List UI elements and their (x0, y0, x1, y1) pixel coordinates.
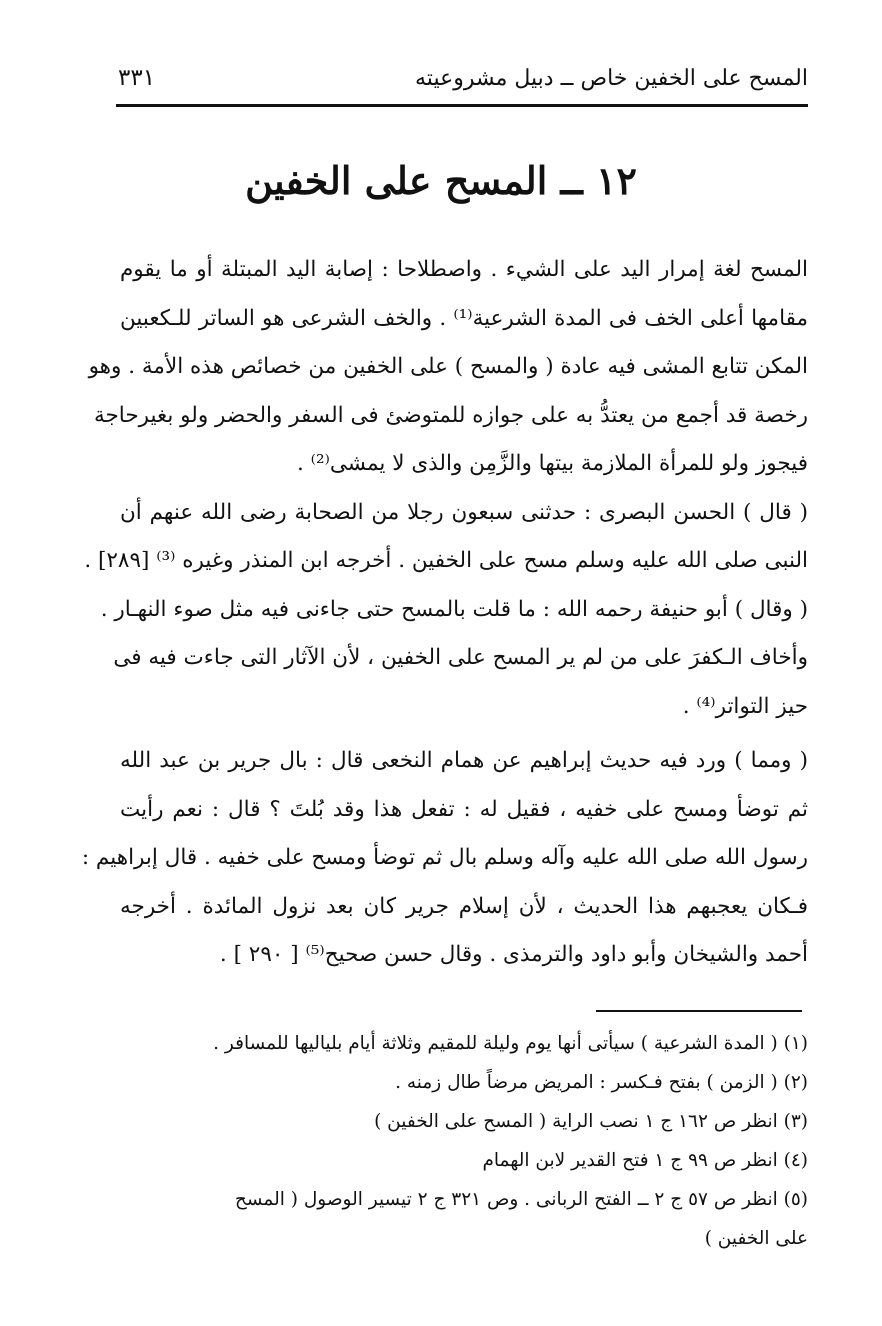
body-line: ( ومما ) ورد فيه حديث إبراهيم عن همام النخعى قال : بال جرير بن عبد الله (120, 748, 808, 773)
footnote: (٢) ( الزمن ) بفتح فـكسر : المريض مرضاً طال زمنه . (395, 1072, 808, 1093)
body-line: ثم توضأ ومسح على خفيه ، فقيل له : تفعل هذا وقد بُلتَ ؟ قال : نعم رأيت (120, 796, 808, 822)
body-line: أحمد والشيخان وأبو داود والترمذى . وقال حسن صحيح⁽⁵⁾ [ ٢٩٠ ] . (219, 942, 808, 967)
body-line: المكن تتابع المشى فيه عادة ( والمسح ) على الخفين من خصائص هذه الأمة . وهو (88, 354, 808, 379)
body-line: حيز التواتر⁽⁴⁾ . (682, 693, 808, 719)
body-line: رخصة قد أجمع من يعتدُّ به على جوازه للمتوضئ فى السفر والحضر ولو بغيرحاجة (93, 402, 808, 428)
running-header (118, 58, 808, 98)
body-line: رسول الله صلى الله عليه وآله وسلم بال ثم توضأ ومسح على خفيه . قال إبراهيم : (81, 845, 808, 870)
body-line: فيجوز ولو للمرأة الملازمة بيتها والزَّمِن والذى لا يمشى⁽²⁾ . (297, 451, 808, 476)
body-line: وأخاف الـكفرَ على من لم ير المسح على الخفين ، لأن الآثار التى جاءت فيه فى (113, 645, 808, 670)
body-line: ( وقال ) أبو حنيفة رحمه الله : ما قلت بالمسح حتى جاءنى فيه مثل صوء النهـار . (100, 596, 808, 622)
footnote: (٣) انظر ص ١٦٢ ج ١ نصب الراية ( المسح على الخفين ) (374, 1111, 808, 1132)
page-number: ٣٣١ (118, 65, 156, 91)
body-line: ( قال ) الحسن البصرى : حدثنى سبعون رجلا من الصحابة رضى الله عنهم أن (120, 499, 808, 525)
footnote-rule (596, 1010, 802, 1012)
running-title: المسح على الخفين خاص ــ دبيل مشروعيته (415, 65, 808, 91)
footnote: (٤) انظر ص ٩٩ ج ١ فتح القدير لابن الهمام (482, 1150, 808, 1171)
body-line: مقامها أعلى الخف فى المدة الشرعية⁽¹⁾ . والخف الشرعى هو الساتر للـكعبين (120, 305, 809, 331)
footnote: على الخفين ) (704, 1228, 808, 1249)
chapter-title: ١٢ ــ المسح على الخفين (245, 158, 637, 203)
body-line: فـكان يعجبهم هذا الحديث ، لأن إسلام جرير كان بعد نزول المائدة . أخرجه (120, 893, 808, 919)
body-line: النبى صلى الله عليه وسلم مسح على الخفين . أخرجه ابن المنذر وغيره ⁽³⁾ [٢٨٩] . (84, 548, 808, 573)
body-line: المسح لغة إمرار اليد على الشيء . واصطلاحا : إصابة اليد المبتلة أو ما يقوم (120, 257, 808, 282)
footnote: (٥) انظر ص ٥٧ ج ٢ ــ الفتح الربانى . وص ٣٢١ ج ٢ تيسير الوصول ( المسح (234, 1189, 808, 1210)
footnotes (120, 1024, 808, 1258)
header-rule (116, 104, 808, 107)
footnote: (١) ( المدة الشرعية ) سيأتى أنها يوم وليلة للمقيم وثلاثة أيام بلياليها للمسافر . (213, 1033, 808, 1054)
body-text (81, 246, 809, 980)
